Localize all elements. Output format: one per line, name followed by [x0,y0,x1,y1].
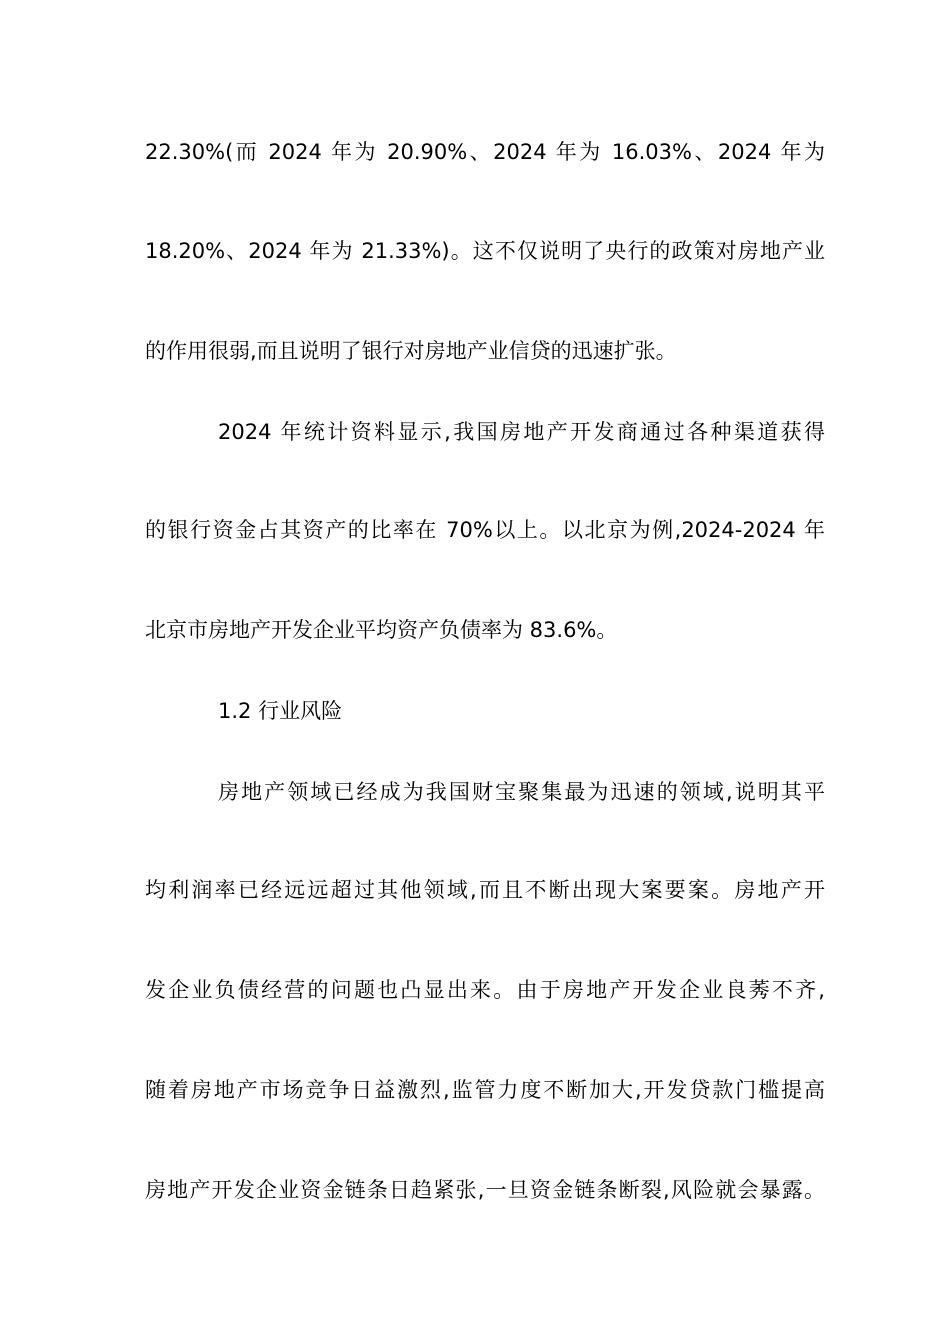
text-line-11: 随着房地产市场竞争日益激烈,监管力度不断加大,开发贷款门槛提高 [145,1078,825,1102]
text-line-4: 2024 年统计资料显示,我国房地产开发商通过各种渠道获得 [218,420,825,444]
text-line-9: 均利润率已经远远超过其他领域,而且不断出现大案要案。房地产开 [145,878,825,902]
text-line-10: 发企业负债经营的问题也凸显出来。由于房地产开发企业良莠不齐, [145,978,825,1002]
text-line-6: 北京市房地产开发企业平均资产负债率为 83.6%。 [145,618,618,642]
text-line-1: 22.30%(而 2024 年为 20.90%、2024 年为 16.03%、2024 年为 [145,140,825,164]
section-heading: 1.2 行业风险 [218,699,343,723]
text-line-3: 的作用很弱,而且说明了银行对房地产业信贷的迅速扩张。 [145,339,677,363]
text-line-2: 18.20%、2024 年为 21.33%)。这不仅说明了央行的政策对房地产业 [145,239,825,263]
text-line-8: 房地产领域已经成为我国财宝聚集最为迅速的领域,说明其平 [218,780,825,804]
text-line-12: 房地产开发企业资金链条日趋紧张,一旦资金链条断裂,风险就会暴露。 [145,1178,825,1202]
text-line-5: 的银行资金占其资产的比率在 70%以上。以北京为例,2024-2024 年 [145,518,825,542]
